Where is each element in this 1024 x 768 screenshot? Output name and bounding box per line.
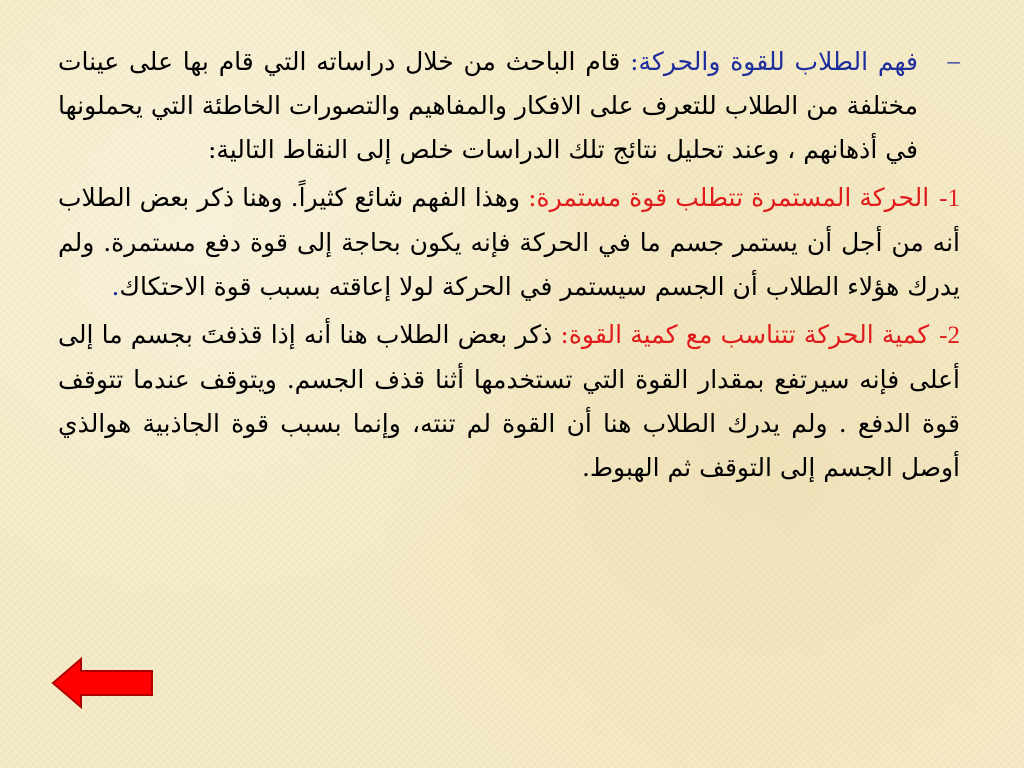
point-2-text: ذكر بعض الطلاب هنا أنه إذا قذفتَ بجسم ما إلى أعلى فإنه سيرتفع بمقدار القوة التي تستخدمها أثنا قذف الجسم. ويتوقف عندما تتوقف قوة الدفع . ولم يدرك الطلاب هنا أن القوة لم تنته، وإنما بسبب قوة الجاذبية هوالذي أوصل الجسم إلى التوقف ثم الهبوط. (58, 320, 960, 482)
point-1-number: 1- (939, 185, 960, 212)
point-2-heading: كمية الحركة تتناسب مع كمية القوة: (560, 320, 930, 349)
left-arrow-icon (51, 657, 155, 709)
intro-text: قام الباحث من خلال دراساته التي قام بها على عينات مختلفة من الطلاب للتعرف على الافكار والمفاهيم والتصورات الخاطئة التي يحملونها في أذهانهم ، وعند تحليل نتائج تلك الدراسات خلص إلى النقاط التالية: (58, 47, 918, 164)
point-1-text: وهذا الفهم شائع كثيراً. وهنا ذكر بعض الطلاب أنه من أجل أن يستمر جسم ما في الحركة فإنه يكون بحاجة إلى قوة دفع مستمرة. ولم يدرك هؤلاء الطلاب أن الجسم سيستمر في الحركة لولا إعاقته بسبب قوة الاحتكاك (58, 183, 960, 301)
back-button[interactable] (51, 657, 155, 709)
left-arrow-shape (53, 659, 152, 707)
point-1-end-dot: . (111, 272, 120, 301)
point-1-heading: الحركة المستمرة تتطلب قوة مستمرة: (528, 183, 930, 212)
point-1-paragraph (58, 176, 960, 309)
point-2-number: 2- (939, 322, 960, 349)
intro-paragraph (58, 40, 960, 172)
slide-content (58, 40, 960, 494)
bullet-dash: – (947, 48, 960, 75)
intro-heading: فهم الطلاب للقوة والحركة: (630, 47, 918, 76)
point-2-paragraph (58, 313, 960, 490)
